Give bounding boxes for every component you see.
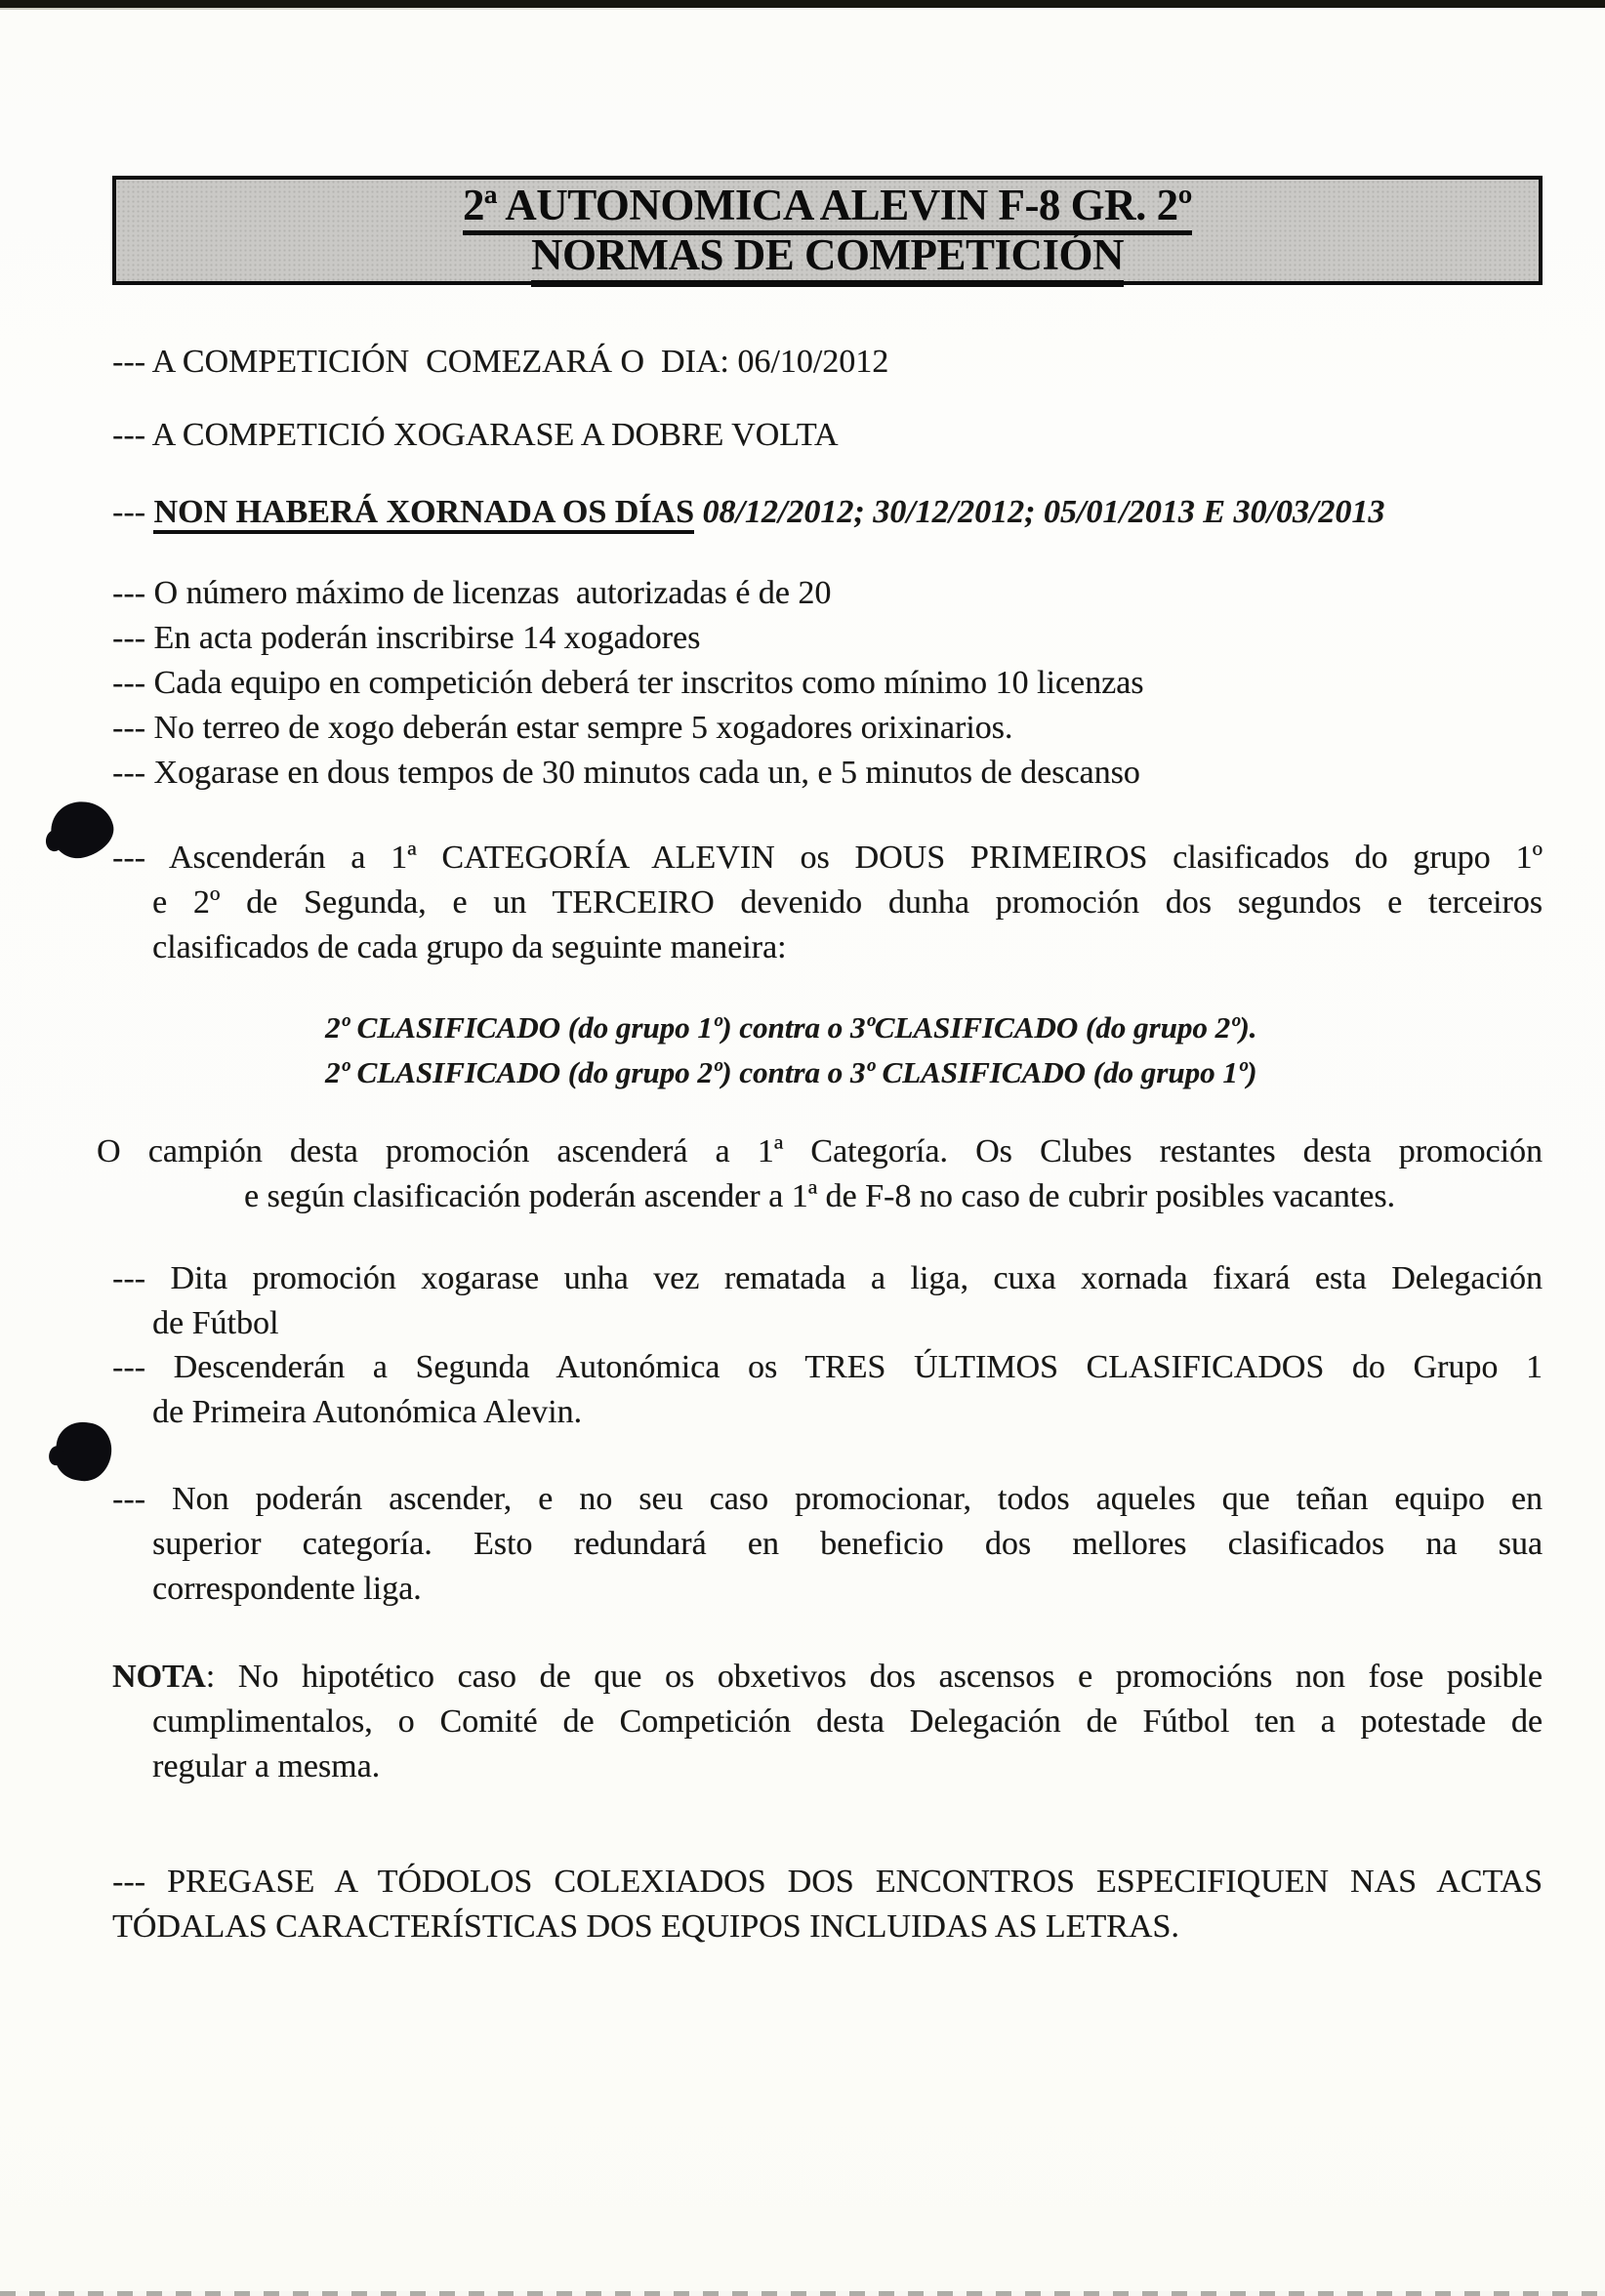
paragraph-champion bbox=[97, 1129, 1543, 1219]
text-line: --- Dita promoción xogarase unha vez rematada a liga, cuxa xornada fixará esta Delegación bbox=[112, 1260, 1543, 1296]
scan-edge-bottom bbox=[0, 2291, 1605, 2296]
ink-blob-top bbox=[45, 795, 119, 864]
paragraph-playoff-fixtures bbox=[112, 1005, 1543, 1095]
text-line: de Fútbol bbox=[152, 1305, 279, 1341]
paragraph-no-matchdays bbox=[112, 490, 1543, 535]
text-line: --- En acta poderán inscribirse 14 xogadores bbox=[112, 620, 701, 656]
text-line: --- No terreo de xogo deberán estar sempre 5 xogadores orixinarios. bbox=[112, 710, 1013, 746]
text-line: correspondente liga. bbox=[152, 1571, 422, 1607]
text-line: --- A COMPETICIÓ XOGARASE A DOBRE VOLTA bbox=[112, 417, 839, 453]
text-line: --- PREGASE A TÓDOLOS COLEXIADOS DOS ENCONTROS ESPECIFIQUEN NAS ACTAS bbox=[112, 1864, 1543, 1900]
document-title-line2-text: NORMAS DE COMPETICIÓN bbox=[531, 230, 1124, 287]
text-line: O campión desta promoción ascenderá a 1ª Categoría. Os Clubes restantes desta promoción bbox=[97, 1133, 1543, 1169]
text-line: e según clasificación poderán ascender a 1ª de F-8 no caso de cubrir posibles vacantes. bbox=[243, 1178, 1396, 1214]
text-line: de Primeira Autonómica Alevin. bbox=[152, 1394, 583, 1430]
paragraph-promotion bbox=[112, 836, 1543, 970]
paragraph-pregase bbox=[112, 1860, 1543, 1949]
text-line: --- Descenderán a Segunda Autonómica os TRES ÚLTIMOS CLASIFICADOS do Grupo 1 bbox=[112, 1349, 1543, 1385]
text-line: --- A COMPETICIÓN COMEZARÁ O DIA: 06/10/2012 bbox=[112, 344, 889, 380]
text-line: --- Non poderán ascender, e no seu caso promocionar, todos aqueles que teñan equipo en bbox=[112, 1481, 1543, 1517]
text-line: e 2º de Segunda, e un TERCEIRO devenido dunha promoción dos segundos e terceiros bbox=[152, 884, 1543, 921]
nota-label: NOTA bbox=[112, 1659, 206, 1695]
text-line: superior categoría. Esto redundará en beneficio dos mellores clasificados na sua bbox=[152, 1526, 1543, 1562]
text-line: 2º CLASIFICADO (do grupo 1º) contra o 3ºCLASIFICADO (do grupo 2º). bbox=[325, 1010, 1257, 1045]
text-line: --- Cada equipo en competición deberá ter inscritos como mínimo 10 licenzas bbox=[112, 665, 1144, 701]
text-line: clasificados de cada grupo da seguinte maneira: bbox=[152, 929, 787, 965]
paragraph-start-date bbox=[112, 340, 1543, 385]
text-line: cumplimentalos, o Comité de Competición desta Delegación de Fútbol ten a potestade de bbox=[152, 1703, 1543, 1740]
text-line: 2º CLASIFICADO (do grupo 2º) contra o 3º CLASIFICADO (do grupo 1º) bbox=[325, 1055, 1257, 1089]
document-title-line1-text: 2ª AUTONOMICA ALEVIN F-8 GR. 2º bbox=[463, 181, 1192, 235]
nota-line1-rest: : No hipotético caso de que os obxetivos dos ascensos e promocións non fose posible bbox=[205, 1659, 1543, 1695]
paragraph-promotion-date bbox=[112, 1256, 1543, 1346]
text-line bbox=[112, 490, 1543, 535]
scan-edge-top bbox=[0, 0, 1605, 8]
paragraph-double-round bbox=[112, 413, 1543, 458]
text-line: --- Xogarase en dous tempos de 30 minutos cada un, e 5 minutos de descanso bbox=[112, 755, 1140, 791]
paragraph-nota bbox=[112, 1655, 1543, 1789]
text-line: --- O número máximo de licenzas autorizadas é de 20 bbox=[112, 575, 832, 611]
paragraph-rules bbox=[112, 571, 1543, 796]
text-line: regular a mesma. bbox=[152, 1748, 381, 1784]
no-matchdays-dates: 08/12/2012; 30/12/2012; 05/01/2013 E 30/03/2013 bbox=[693, 494, 1385, 530]
paragraph-ascent-restriction bbox=[112, 1477, 1543, 1612]
no-matchdays-prefix: --- bbox=[112, 494, 154, 530]
text-line: --- Ascenderán a 1ª CATEGORÍA ALEVIN os DOUS PRIMEIROS clasificados do grupo 1º bbox=[112, 840, 1543, 876]
no-matchdays-label: NON HABERÁ XORNADA OS DÍAS bbox=[153, 494, 694, 534]
document-title-line2 bbox=[531, 230, 1124, 280]
document-title-line1 bbox=[463, 181, 1192, 230]
paragraph-relegation bbox=[112, 1345, 1543, 1435]
text-line: TÓDALAS CARACTERÍSTICAS DOS EQUIPOS INCLUIDAS AS LETRAS. bbox=[112, 1908, 1179, 1945]
title-box bbox=[112, 176, 1543, 285]
text-line bbox=[112, 1655, 1543, 1700]
ink-blob-bottom bbox=[52, 1418, 115, 1484]
